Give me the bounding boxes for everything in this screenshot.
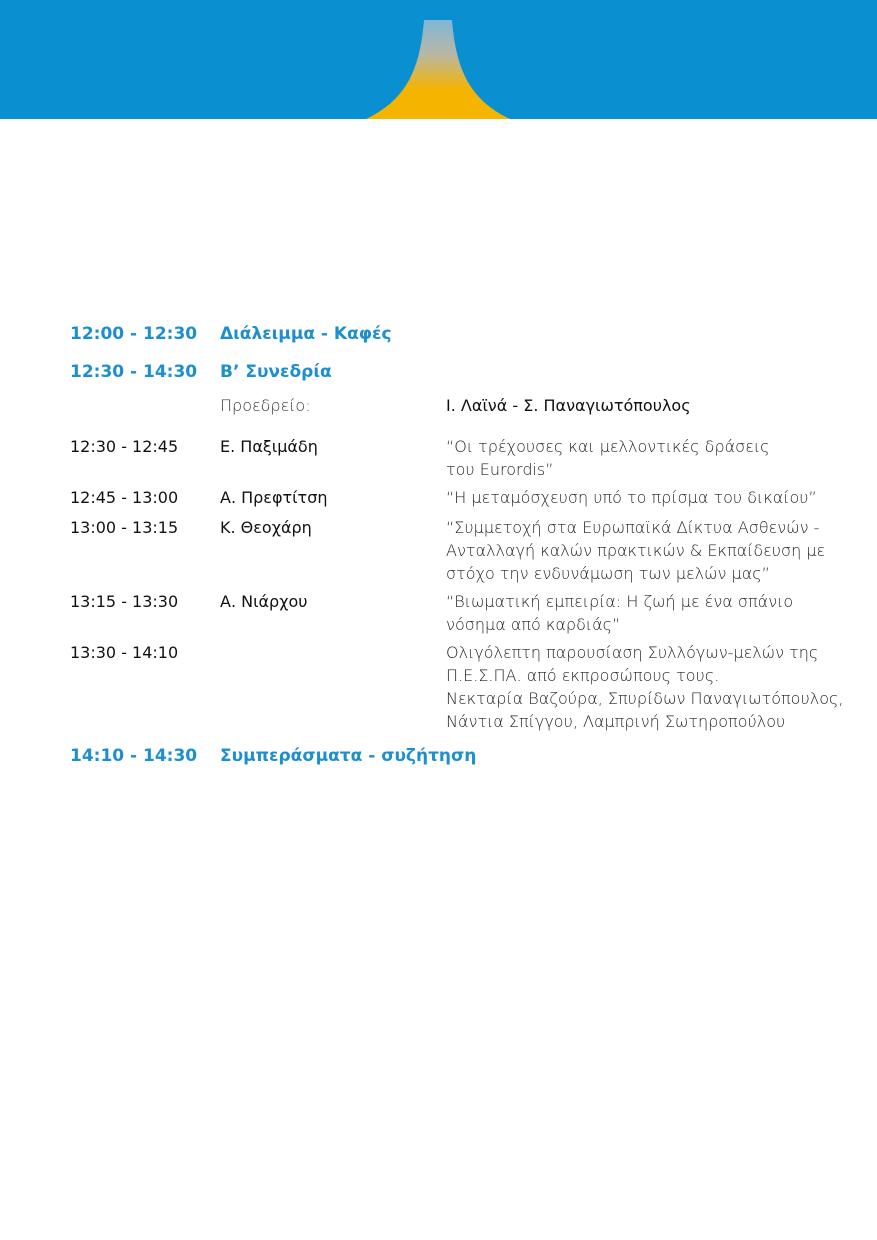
talk-title: [446, 435, 836, 481]
chairs-label: Προεδρείο:: [220, 396, 311, 415]
talk-title-line: του Eurordis”: [446, 460, 554, 479]
talk-speaker: Ε. Παξιμάδη: [220, 437, 318, 456]
chairs-names: Ι. Λαϊνά - Σ. Παναγιωτόπουλος: [446, 396, 691, 415]
talk-time: 12:45 - 13:00: [70, 488, 179, 507]
talk-title-line: “Η μεταμόσχευση υπό το πρίσμα του δικαίου”: [446, 488, 817, 507]
session-time: 12:30 - 14:30: [70, 362, 198, 382]
closing-time: 14:10 - 14:30: [70, 746, 198, 766]
talk-title: [446, 516, 836, 585]
break-title: Διάλειμμα - Καφές: [220, 324, 392, 344]
talk-time: 13:15 - 13:30: [70, 592, 179, 611]
talk-title-line: Νάντια Σπίγγου, Λαμπρινή Σωτηροπούλου: [446, 712, 786, 731]
closing-title: Συμπεράσματα - συζήτηση: [220, 746, 477, 766]
talk-title-line: “Συμμετοχή στα Ευρωπαϊκά Δίκτυα Ασθενών -: [446, 518, 820, 537]
header-band: [0, 0, 877, 119]
talk-title-line: Νεκταρία Βαζούρα, Σπυρίδων Παναγιωτόπουλος,: [446, 689, 844, 708]
talk-title-line: στόχο την ενδυνάμωση των μελών μας”: [446, 564, 770, 583]
talk-title-line: “Οι τρέχουσες και μελλοντικές δράσεις: [446, 437, 770, 456]
talk-title-line: Ολιγόλεπτη παρουσίαση Συλλόγων-μελών της: [446, 643, 819, 662]
talk-title-line: νόσημα από καρδιάς”: [446, 615, 621, 634]
talk-speaker: Κ. Θεοχάρη: [220, 518, 312, 537]
talk-title-line: “Βιωματική εμπειρία: Η ζωή με ένα σπάνιο: [446, 592, 794, 611]
talk-time: 12:30 - 12:45: [70, 437, 179, 456]
break-time: 12:00 - 12:30: [70, 324, 198, 344]
talk-title: [446, 486, 836, 509]
torch-flame-graphic: [0, 0, 877, 119]
talk-title-line: Π.Ε.Σ.ΠΑ. από εκπροσώπους τους.: [446, 666, 720, 685]
session-title: Β’ Συνεδρία: [220, 362, 332, 382]
talk-title-line: Ανταλλαγή καλών πρακτικών & Εκπαίδευση με: [446, 541, 826, 560]
talk-title: [446, 641, 844, 733]
talk-time: 13:30 - 14:10: [70, 643, 179, 662]
talk-speaker: Α. Νιάρχου: [220, 592, 308, 611]
talk-title: [446, 590, 836, 636]
talk-time: 13:00 - 13:15: [70, 518, 179, 537]
talk-speaker: Α. Πρεφτίτση: [220, 488, 328, 507]
